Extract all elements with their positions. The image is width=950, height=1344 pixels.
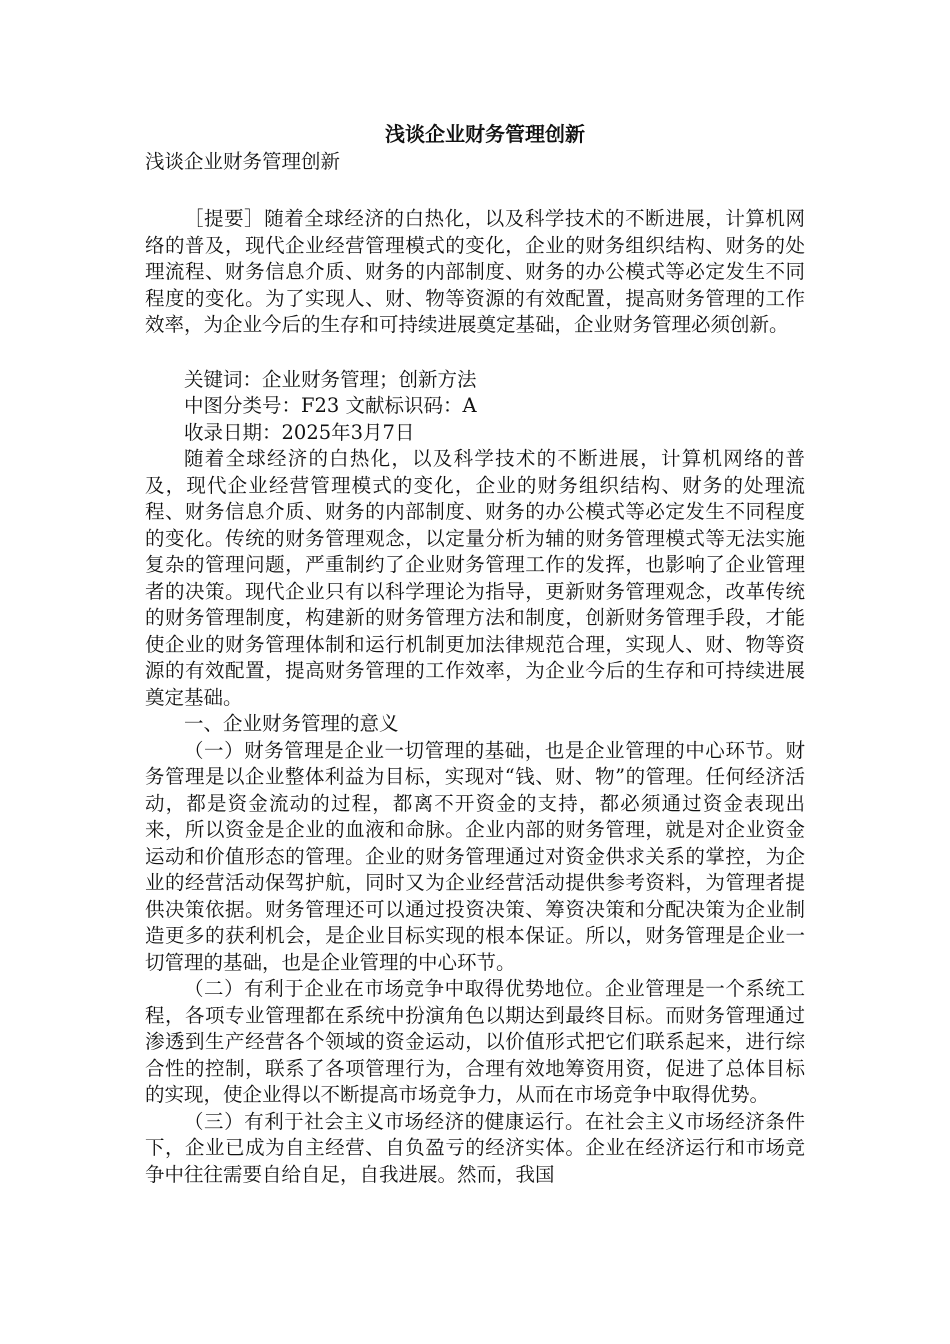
received-date-line: 收录日期：2025年3月7日 [184,420,415,444]
document-subtitle: 浅谈企业财务管理创新 [145,150,341,173]
spacer [145,339,805,367]
spacer [145,176,805,204]
document-title: 浅谈企业财务管理创新 [385,122,585,146]
keywords-line: 关键词：企业财务管理；创新方法 [184,367,477,391]
body-paragraph-1: （一）财务管理是企业一切管理的基础，也是企业管理的中心环节。财务管理是以企业整体利益为目标，实现对“钱、财、物”的管理。任何经济活动，都是资金流动的过程，都离不开资金的支持，都必须通过资金表现出来，所以资金是企业的血液和命脉。企业内部的财务管理，就是对企业资金运动和价值形态的管理。企业的财务管理通过对资金供求关系的掌控，为企业的经营活动保驾护航，同时又为企业经营活动提供参考资料，为管理者提供决策依据。财务管理还可以通过投资决策、筹资决策和分配决策为企业制造更多的获利机会，是企业目标实现的根本保证。所以，财务管理是企业一切管理的基础，也是企业管理的中心环节。 [145,738,805,974]
intro-paragraph: 随着全球经济的白热化，以及科学技术的不断进展，计算机网络的普及，现代企业经营管理模式的变化，企业的财务组织结构、财务的处理流程、财务信息介质、财务的内部制度、财务的办公模式等必定发生不同程度的变化。传统的财务管理观念，以定量分析为辅的财务管理模式等无法实施复杂的管理问题，严重制约了企业财务管理工作的发挥，也影响了企业管理者的决策。现代企业只有以科学理论为指导，更新财务管理观念，改革传统的财务管理制度，构建新的财务管理方法和制度，创新财务管理手段，才能使企业的财务管理体制和运行机制更加法律规范合理，实现人、财、物等资源的有效配置，提高财务管理的工作效率，为企业今后的生存和可持续进展奠定基础。 [145,447,805,709]
body-paragraph-2: （二）有利于企业在市场竞争中取得优势地位。企业管理是一个系统工程，各项专业管理都在系统中扮演角色以期达到最终目标。而财务管理通过渗透到生产经营各个领域的资金运动，以价值形式把它们联系起来，进行综合性的控制，联系了各项管理行为，合理有效地筹资用资，促进了总体目标的实现，使企业得以不断提高市场竞争力，从而在市场竞争中取得优势。 [145,977,805,1106]
body-paragraph-3: （三）有利于社会主义市场经济的健康运行。在社会主义市场经济条件下，企业已成为自主经营、自负盈亏的经济实体。企业在经济运行和市场竞争中往往需要自给自足，自我进展。然而，我国 [145,1109,805,1186]
section-heading: 一、企业财务管理的意义 [184,712,399,735]
abstract-paragraph: ［提要］随着全球经济的白热化，以及科学技术的不断进展，计算机网络的普及，现代企业经营管理模式的变化，企业的财务组织结构、财务的处理流程、财务信息介质、财务的内部制度、财务的办公模式等必定发生不同程度的变化。为了实现人、财、物等资源的有效配置，提高财务管理的工作效率，为企业今后的生存和可持续进展奠定基础，企业财务管理必须创新。 [145,207,805,336]
classification-line: 中图分类号：F23 文献标识码：A [184,394,477,417]
document-page [145,120,805,1188]
